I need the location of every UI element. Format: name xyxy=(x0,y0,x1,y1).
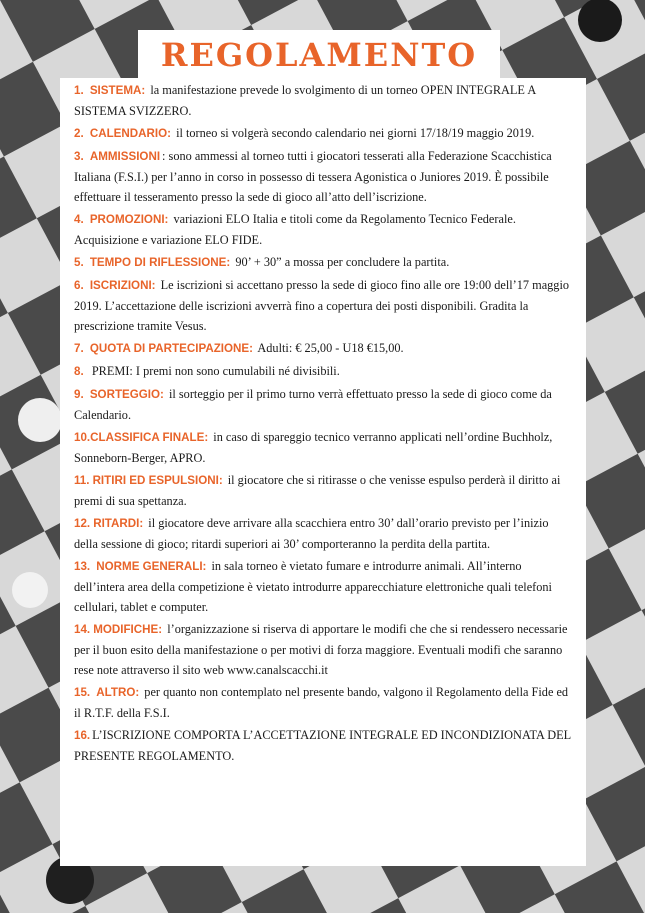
rule-number: 15. xyxy=(74,686,91,699)
rule-heading: QUOTA DI PARTECIPAZIONE: xyxy=(89,342,253,355)
rule-item xyxy=(74,725,574,766)
rule-number: 4. xyxy=(74,213,84,226)
rule-number: 10. xyxy=(74,431,91,444)
rule-item xyxy=(74,338,574,359)
rule-number: 12. xyxy=(74,517,91,530)
rule-text: Le iscrizioni si accettano presso la sede di gioco fino alle ore 19:00 dell’17 maggio 2019. L’accettazione delle iscrizioni avverrà fino a copertura dei posti disponibili. Gradita la prescrizione tramite Vesus. xyxy=(74,278,570,333)
rule-item xyxy=(74,146,574,207)
rule-number: 16. xyxy=(74,729,91,742)
rule-text: il torneo si volgerà secondo calendario nei giorni 17/18/19 maggio 2019. xyxy=(176,126,535,140)
rule-number: 3. xyxy=(74,150,84,163)
rule-text: in sala torneo è vietato fumare e introdurre animali. All’interno dell’intera area della competizione è vietato introdurre apparecchiature elettroniche quali telefoni cellulari, tablet e computer. xyxy=(74,559,552,614)
rule-text: la manifestazione prevede lo svolgimento di un torneo OPEN INTEGRALE A SISTEMA SVIZZERO. xyxy=(74,83,536,118)
rule-text: : sono ammessi al torneo tutti i giocatori tesserati alla Federazione Scacchistica Italiana (F.S.I.) per l’anno in corso in possesso di tessera Agonistica o Juniores 2019. È possibile effettuare il tesseramento presso la sede di gioco all’atto dell’iscrizione. xyxy=(74,149,552,204)
rule-item xyxy=(74,209,574,250)
chess-piece-icon xyxy=(12,572,48,608)
rule-heading: CALENDARIO: xyxy=(89,127,171,140)
rule-heading: ISCRIZIONI: xyxy=(89,279,156,292)
rule-number: 9. xyxy=(74,388,84,401)
rule-text: l’organizzazione si riserva di apportare le modifi che che si rendessero necessarie per il buon esito della manifestazione o per motivi di forza maggiore. Eventuali modifi che saranno rese note attraverso il sito web www.canalscacchi.it xyxy=(74,622,568,677)
rule-item xyxy=(74,384,574,425)
rule-item xyxy=(74,427,574,468)
rule-item xyxy=(74,252,574,273)
rule-number: 1. xyxy=(74,84,84,97)
rule-number: 8. xyxy=(74,365,84,378)
rule-number: 7. xyxy=(74,342,84,355)
rule-number: 11. xyxy=(74,474,90,487)
rule-number: 14. xyxy=(74,623,91,636)
rule-number: 13. xyxy=(74,560,91,573)
rule-heading: CLASSIFICA FINALE: xyxy=(90,431,209,444)
rule-heading: ALTRO: xyxy=(96,686,140,699)
rule-heading: RITIRI ED ESPULSIONI: xyxy=(92,474,223,487)
rule-text: variazioni ELO Italia e titoli come da Regolamento Tecnico Federale. Acquisizione e variazione ELO FIDE. xyxy=(74,212,516,247)
rule-item xyxy=(74,513,574,554)
rule-heading: RITARDI: xyxy=(93,517,144,530)
rule-text: in caso di spareggio tecnico verranno applicati nell’ordine Buchholz, Sonneborn-Berger, APRO. xyxy=(74,430,553,465)
page-title: REGOLAMENTO xyxy=(160,36,478,74)
rule-item xyxy=(74,556,574,617)
rule-text: PREMI: I premi non sono cumulabili né divisibili. xyxy=(91,364,340,378)
rule-text: il giocatore deve arrivare alla scacchiera entro 30’ dall’orario previsto per l’inizio della sessione di gioco; ritardi superiori ai 30’ comporteranno la perdita della partita. xyxy=(74,516,549,551)
rule-item xyxy=(74,682,574,723)
rule-item xyxy=(74,80,574,121)
rule-heading: SISTEMA: xyxy=(89,84,146,97)
rule-item xyxy=(74,361,574,382)
rule-text: il giocatore che si ritirasse o che venisse espulso perderà il diritto ai premi di sua spettanza. xyxy=(74,473,561,508)
rule-heading: TEMPO DI RIFLESSIONE: xyxy=(89,256,231,269)
rule-item xyxy=(74,275,574,336)
rules-panel xyxy=(60,78,586,866)
rule-item xyxy=(74,123,574,144)
rule-text: Adulti: € 25,00 - U18 €15,00. xyxy=(257,341,404,355)
rule-text: 90’ + 30” a mossa per concludere la partita. xyxy=(235,255,450,269)
rule-number: 5. xyxy=(74,256,84,269)
rule-heading: SORTEGGIO: xyxy=(89,388,164,401)
rule-text: il sorteggio per il primo turno verrà effettuato presso la sede di gioco come da Calendario. xyxy=(74,387,552,422)
chess-piece-icon xyxy=(18,398,62,442)
rule-heading: NORME GENERALI: xyxy=(96,560,207,573)
chess-piece-icon xyxy=(578,0,622,42)
rule-heading: PROMOZIONI: xyxy=(89,213,169,226)
rule-heading: MODIFICHE: xyxy=(93,623,163,636)
rule-number: 6. xyxy=(74,279,84,292)
rule-text: L’ISCRIZIONE COMPORTA L’ACCETTAZIONE INTEGRALE ED INCONDIZIONATA DEL PRESENTE REGOLAMENTO. xyxy=(74,728,571,763)
rule-item xyxy=(74,619,574,680)
rule-item xyxy=(74,470,574,511)
rule-heading: AMMISSIONI xyxy=(89,150,161,163)
rule-text: per quanto non contemplato nel presente bando, valgono il Regolamento della Fide ed il R.T.F. della F.S.I. xyxy=(74,685,569,720)
rule-number: 2. xyxy=(74,127,84,140)
